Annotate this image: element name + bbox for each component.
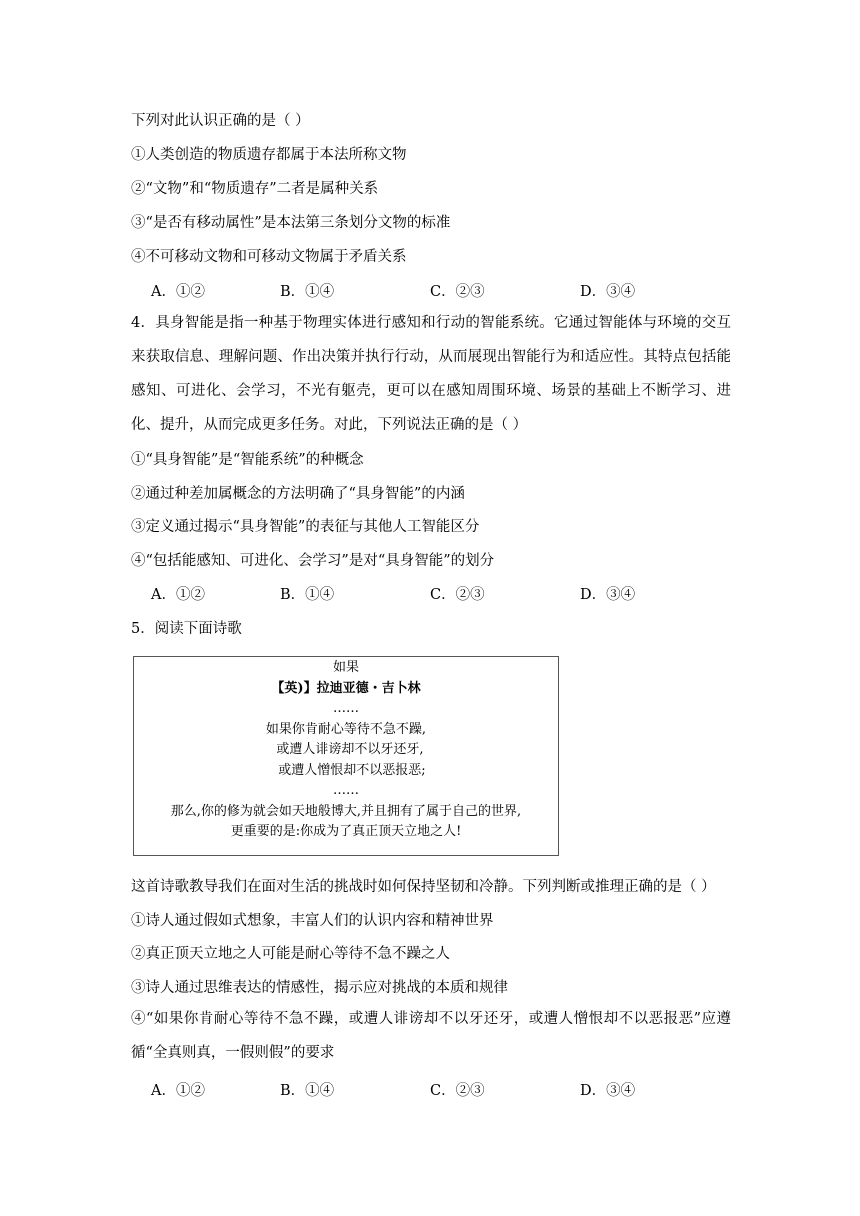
poem-title: 如果: [332, 660, 359, 675]
q5-option-a[interactable]: A．①②: [151, 1083, 205, 1099]
poem-box: [133, 656, 559, 856]
q4-statement-2: ②通过种差加属概念的方法明确了“具身智能”的内涵: [131, 486, 465, 502]
q5-option-d[interactable]: D．③④: [580, 1083, 636, 1099]
q3-statement-1: ①人类创造的物质遗存都属于本法所称文物: [131, 147, 407, 163]
q5-option-c[interactable]: C．②③: [430, 1083, 485, 1099]
q5-question: 这首诗歌教导我们在面对生活的挑战时如何保持坚韧和冷静。下列判断或推理正确的是（ ）: [131, 879, 716, 895]
q4-option-d[interactable]: D．③④: [580, 587, 636, 603]
q3-option-d[interactable]: D．③④: [580, 284, 636, 300]
q5-statement-1: ①诗人通过假如式想象，丰富人们的认识内容和精神世界: [131, 913, 494, 929]
q5-statement-2: ②真正顶天立地之人可能是耐心等待不急不躁之人: [131, 946, 450, 962]
q3-options: [151, 282, 751, 302]
q3-option-c[interactable]: C．②③: [430, 284, 485, 300]
q4-option-c[interactable]: C．②③: [430, 587, 485, 603]
q5-options: [151, 1081, 751, 1101]
q5-statement-3: ③诗人通过思维表达的情感性，揭示应对挑战的本质和规律: [131, 980, 508, 996]
poem-ellipsis-bottom: ……: [333, 783, 359, 798]
q4-statement-3: ③定义通过揭示“具身智能”的表征与其他人工智能区分: [131, 519, 480, 535]
q3-statement-4: ④不可移动文物和可移动文物属于矛盾关系: [131, 249, 407, 265]
q4-option-b[interactable]: B．①④: [280, 587, 335, 603]
q4-options: [151, 585, 751, 605]
poem-ending-2: 更重要的是:你成为了真正顶天立地之人!: [230, 824, 462, 839]
q3-statement-2: ②“文物”和“物质遗存”二者是属种关系: [131, 181, 379, 197]
poem-line-1: 如果你肯耐心等待不急不躁,: [265, 721, 427, 737]
q5-stem: 5．阅读下面诗歌: [131, 621, 242, 637]
q3-option-a[interactable]: A．①②: [151, 284, 205, 300]
q5-statement-4: ④“如果你肯耐心等待不急不躁，或遭人诽谤却不以牙还牙，或遭人憎恨却不以恶报恶”应遵循“全真则真，一假则假”的要求: [131, 1011, 731, 1061]
q4-stem: 4．具身智能是指一种基于物理实体进行感知和行动的智能系统。它通过智能体与环境的交互来获取信息、理解问题、作出决策并执行行动，从而展现出智能行为和适应性。其特点包括能感知、可进化、会学习，不光有躯壳，更可以在感知周围环境、场景的基础上不断学习、进化、提升，从而完成更多任务。对此，下列说法正确的是（ ）: [131, 315, 731, 433]
poem-ending-1: 那么,你的修为就会如天地般博大,并且拥有了属于自己的世界,: [170, 803, 522, 819]
q3-statement-3: ③“是否有移动属性”是本法第三条划分文物的标准: [131, 215, 451, 231]
q4-statement-1: ①“具身智能”是“智能系统”的种概念: [131, 452, 364, 468]
q5-option-b[interactable]: B．①④: [280, 1083, 335, 1099]
q3-stem-tail: 下列对此认识正确的是（ ）: [131, 113, 310, 129]
poem-author: 【英)】拉迪亚德・吉卜林: [271, 680, 421, 696]
q4-option-a[interactable]: A．①②: [151, 587, 205, 603]
poem-ellipsis-top: ……: [333, 701, 359, 716]
poem-line-3: 或遭人憎恨却不以恶报恶;: [278, 762, 426, 778]
q3-option-b[interactable]: B．①④: [280, 284, 335, 300]
q4-statement-4: ④“包括能感知、可进化、会学习”是对“具身智能”的划分: [131, 553, 495, 569]
poem-line-2: 或遭人诽谤却不以牙还牙,: [276, 742, 424, 757]
